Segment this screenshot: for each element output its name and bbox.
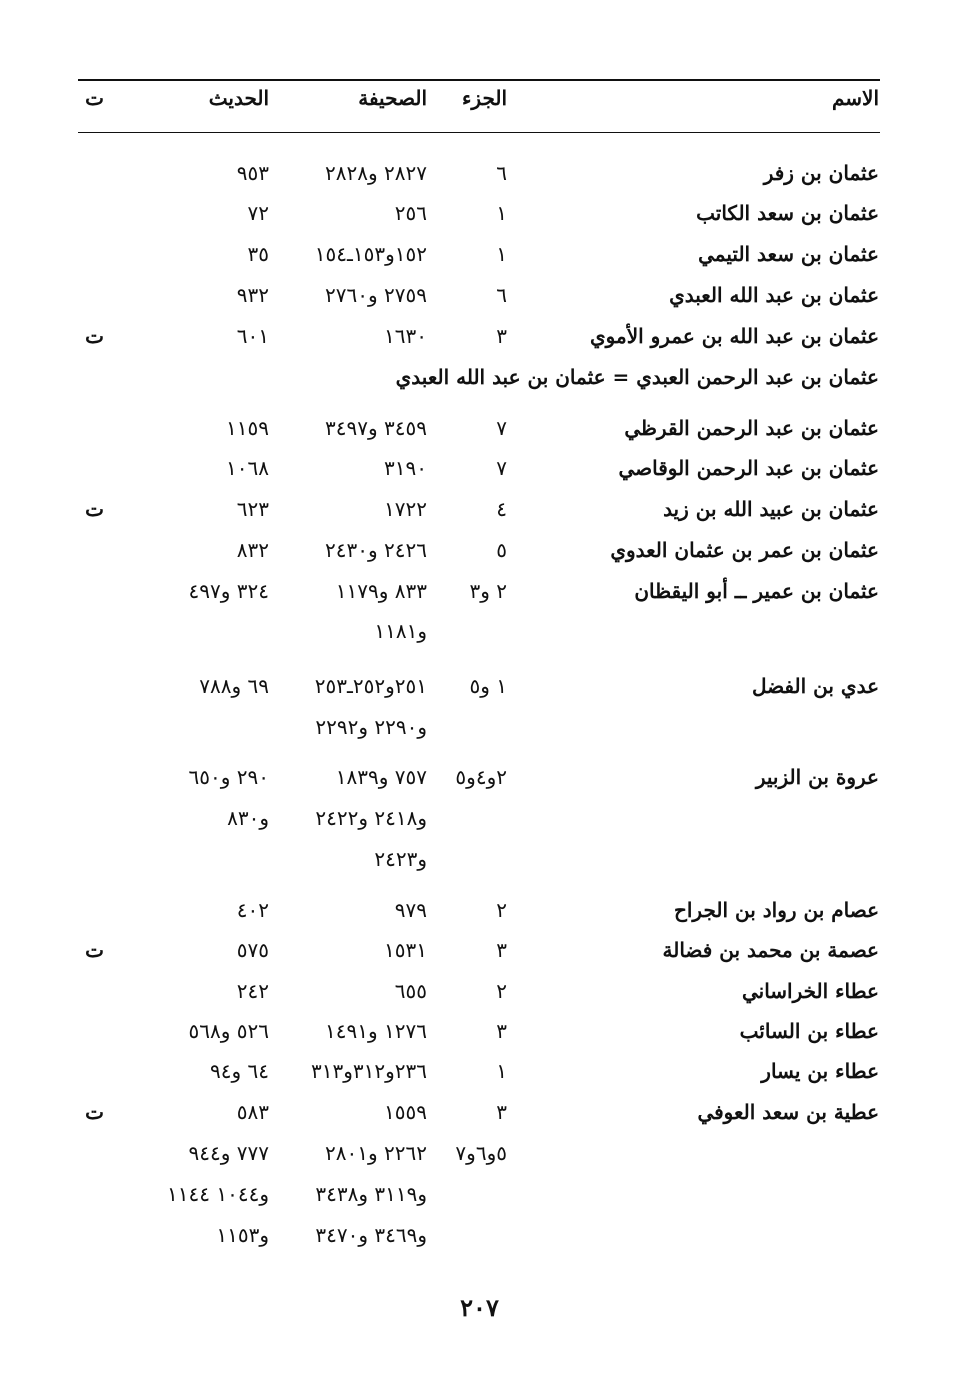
entry-name: عثمان بن زفر <box>763 161 879 185</box>
entry-volume: ٢ <box>496 979 507 1003</box>
entry-name: عثمان بن عبد الله العبدي <box>669 283 879 307</box>
entry-page-ref: ١٧٢٢ <box>384 497 427 521</box>
entry-volume: ٦ <box>496 283 507 307</box>
entry-page-ref: ٧٥٧ و١٨٣٩ <box>335 765 427 789</box>
entry-mark: ت <box>85 497 104 521</box>
entry-name: عثمان بن عبد الرحمن القرظي <box>624 416 879 440</box>
entry-hadith-ref: ٣٥ <box>247 242 269 266</box>
entry-volume: ٥و٦و٧ <box>455 1141 507 1165</box>
entry-hadith-ref: ٦٠١ <box>236 324 269 348</box>
entry-page-ref: ٣١٩٠ <box>384 456 427 480</box>
entry-hadith-ref: ٩٣٢ <box>236 283 269 307</box>
entry-volume: ١ <box>496 1059 507 1083</box>
entry-page-ref: ١٥٣١ <box>384 938 427 962</box>
entry-page-ref: ٢٧٥٩ و٢٧٦٠ <box>325 283 427 307</box>
entry-hadith-ref: ٧٢ <box>247 201 269 225</box>
entry-name: عصمة بن محمد بن فضالة <box>662 938 879 962</box>
entry-volume: ٣ <box>496 938 507 962</box>
entry-hadith-ref: ٥٨٣ <box>236 1100 269 1124</box>
entry-hadith-ref: ٨٣٢ <box>236 538 269 562</box>
entry-page-ref: ٢٥٦ <box>394 201 427 225</box>
entry-mark: ت <box>85 1100 104 1124</box>
entry-page-ref: و٢٤١٨ و٢٤٢٢ <box>315 806 427 830</box>
entry-volume: ٣ <box>496 324 507 348</box>
entry-volume: ٣ <box>496 1100 507 1124</box>
entry-hadith-ref: و١١٥٣ <box>216 1223 269 1247</box>
entry-hadith-ref: ١٠٦٨ <box>226 456 269 480</box>
entry-page-ref: و١١٨١ <box>374 619 427 643</box>
header-mark: ت <box>85 86 104 110</box>
entry-name: عثمان بن عبد الله بن عمرو الأموي <box>590 324 879 348</box>
entry-hadith-ref: ٦٩ و٧٨٨ <box>199 674 269 698</box>
entry-hadith-ref: ٩٥٣ <box>236 161 269 185</box>
header-bottom-rule <box>78 132 880 133</box>
header-page: الصحيفة <box>358 86 427 110</box>
entry-hadith-ref: و٨٣٠ <box>227 806 269 830</box>
entry-page-ref: ٦٥٥ <box>394 979 427 1003</box>
entry-page-ref: ١٦٣٠ <box>384 324 427 348</box>
entry-hadith-ref: ٢٤٢ <box>236 979 269 1003</box>
entry-page-ref: ٢٢٦٢ و٢٨٠١ <box>325 1141 427 1165</box>
entry-hadith-ref: ٤٠٢ <box>236 898 269 922</box>
entry-volume: ٦ <box>496 161 507 185</box>
entry-name: عثمان بن عمر بن عثمان العدوي <box>610 538 879 562</box>
entry-page-ref: و٣٤٦٩ و٣٤٧٠ <box>315 1223 427 1247</box>
entry-page-ref: ٣٤٥٩ و٣٤٩٧ <box>325 416 427 440</box>
entry-name: عروة بن الزبير <box>755 765 879 789</box>
entry-hadith-ref: ٥٧٥ <box>236 938 269 962</box>
entry-name: عطاء بن يسار <box>761 1059 879 1083</box>
entry-volume: ٢ و٣ <box>469 579 507 603</box>
entry-page-ref: ٢٣٦و٣١٢و٣١٣ <box>310 1059 427 1083</box>
entry-name: عثمان بن عبيد الله بن زيد <box>663 497 879 521</box>
entry-page-ref: ١٥٥٩ <box>384 1100 427 1124</box>
entry-hadith-ref: ٦٤ و٩٤ <box>210 1059 269 1083</box>
entry-hadith-ref: ٧٧٧ و٩٤٤ <box>188 1141 269 1165</box>
entry-hadith-ref: ٢٩٠ و٦٥٠ <box>188 765 269 789</box>
cross-reference-entry: عثمان بن عبد الرحمن العبدي = عثمان بن عبد الله العبدي <box>395 365 879 389</box>
entry-page-ref: ٢٤٢٦ و٢٤٣٠ <box>325 538 427 562</box>
entry-page-ref: ٩٧٩ <box>394 898 427 922</box>
entry-volume: ٧ <box>496 456 507 480</box>
entry-name: عطاء الخراساني <box>741 979 879 1003</box>
entry-hadith-ref: و١٠٤٤ ١١٤٤ <box>167 1182 269 1206</box>
entry-hadith-ref: ٦٢٣ <box>236 497 269 521</box>
header-top-rule <box>78 79 880 81</box>
entry-volume: ٧ <box>496 416 507 440</box>
entry-volume: ٢و٤و٥ <box>455 765 507 789</box>
entry-page-ref: ٢٨٢٧ و٢٨٢٨ <box>325 161 427 185</box>
entry-page-ref: و٢٢٩٠ و٢٢٩٢ <box>315 715 427 739</box>
entry-name: عصام بن رواد بن الجراح <box>673 898 879 922</box>
entry-name: عثمان بن سعد الكاتب <box>696 201 879 225</box>
page-number: ٢٠٧ <box>460 1293 499 1322</box>
entry-volume: ١ و٥ <box>469 674 507 698</box>
entry-page-ref: ٨٣٣ و١١٧٩ <box>335 579 427 603</box>
entry-page-ref: ١٢٧٦ و١٤٩١ <box>325 1019 427 1043</box>
entry-hadith-ref: ١١٥٩ <box>226 416 269 440</box>
entry-mark: ت <box>85 324 104 348</box>
entry-page-ref: ٢٥١و٢٥٢ـ٢٥٣ <box>314 674 427 698</box>
entry-page-ref: ١٥٢و١٥٣ـ١٥٤ <box>314 242 427 266</box>
entry-volume: ٥ <box>496 538 507 562</box>
header-hadith: الحديث <box>208 86 269 110</box>
entry-name: عطاء بن السائب <box>739 1019 879 1043</box>
entry-name: عثمان بن سعد التيمي <box>698 242 879 266</box>
entry-mark: ت <box>85 938 104 962</box>
entry-name: عطية بن سعد العوفي <box>697 1100 879 1124</box>
entry-name: عثمان بن عمير ــ أبو اليقظان <box>634 579 879 603</box>
entry-name: عثمان بن عبد الرحمن الوقاصي <box>618 456 879 480</box>
entry-page-ref: و٢٤٢٣ <box>374 847 427 871</box>
entry-volume: ٣ <box>496 1019 507 1043</box>
entry-hadith-ref: ٥٢٦ و٥٦٨ <box>188 1019 269 1043</box>
entry-hadith-ref: ٣٢٤ و٤٩٧ <box>188 579 269 603</box>
entry-page-ref: و٣١١٩ و٣٤٣٨ <box>315 1182 427 1206</box>
header-volume: الجزء <box>462 86 507 110</box>
entry-volume: ١ <box>496 201 507 225</box>
entry-name: عدي بن الفضل <box>751 674 879 698</box>
entry-volume: ١ <box>496 242 507 266</box>
entry-volume: ٢ <box>496 898 507 922</box>
header-name: الاسم <box>831 86 879 110</box>
entry-volume: ٤ <box>496 497 507 521</box>
